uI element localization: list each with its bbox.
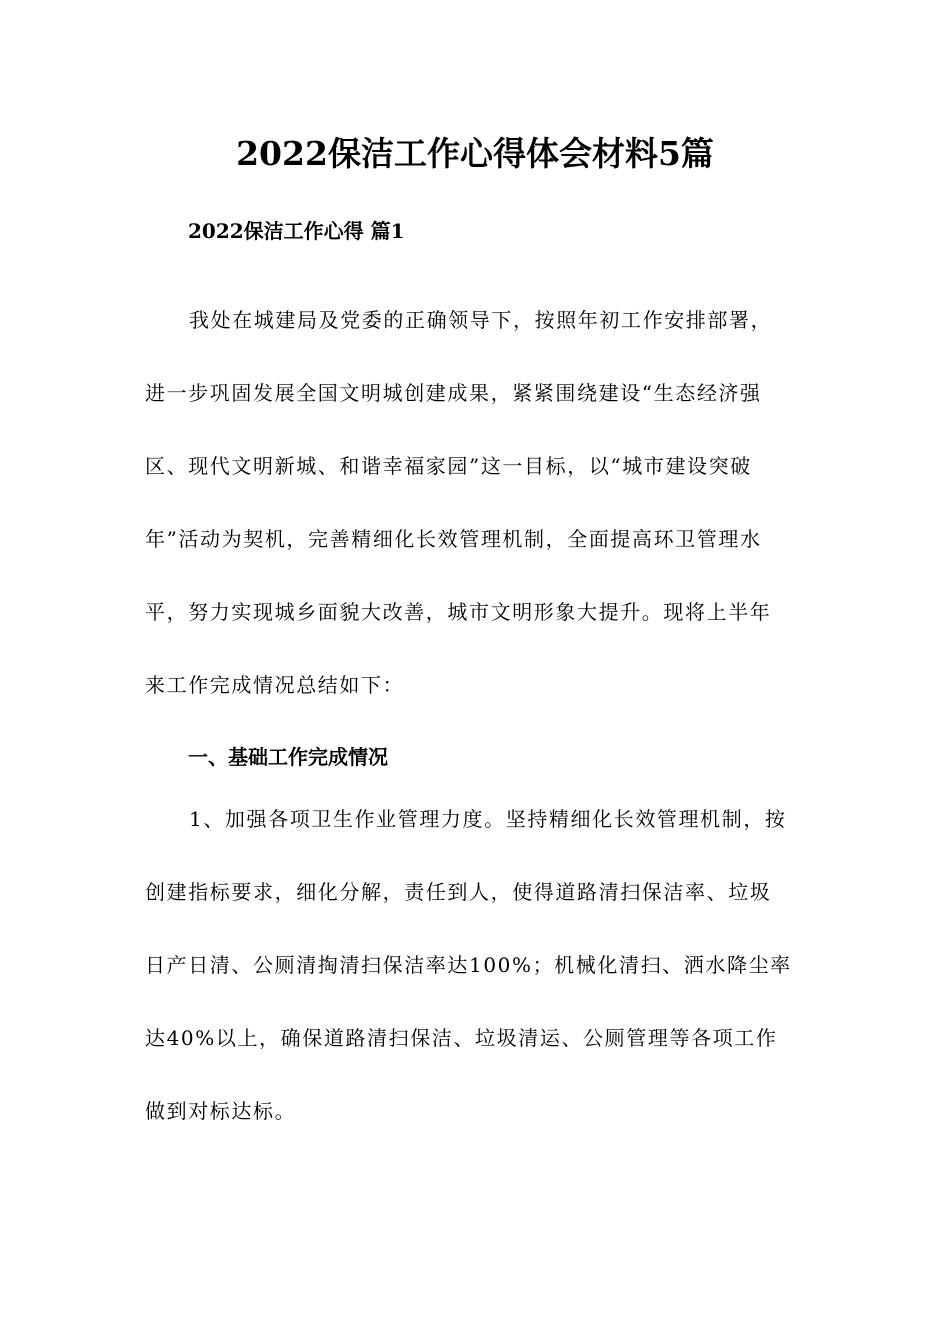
paragraph-line: 区、现代文明新城、和谐幸福家园”这一目标，以“城市建设突破 xyxy=(145,454,752,478)
paragraph-intro xyxy=(145,284,807,722)
paragraph-line: 年”活动为契机，完善精细化长效管理机制，全面提高环卫管理水 xyxy=(145,527,762,551)
subheading: 一、基础工作完成情况 xyxy=(188,745,388,769)
paragraph-line: 日产日清、公厕清掏清扫保洁率达100%；机械化清扫、洒水降尘率 xyxy=(145,953,792,977)
paragraph-basic-work xyxy=(145,783,807,1148)
paragraph-line: 平，努力实现城乡面貌大改善，城市文明形象大提升。现将上半年 xyxy=(145,600,772,624)
paragraph-line: 我处在城建局及党委的正确领导下，按照年初工作安排部署， xyxy=(189,308,773,332)
paragraph-line: 进一步巩固发展全国文明城创建成果，紧紧围绕建设“生态经济强 xyxy=(145,381,762,405)
paragraph-line: 来工作完成情况总结如下： xyxy=(145,673,405,697)
document-title: 2022保洁工作心得体会材料5篇 xyxy=(236,134,714,173)
paragraph-line: 做到对标达标。 xyxy=(145,1099,297,1123)
paragraph-line: 1、加强各项卫生作业管理力度。坚持精细化长效管理机制，按 xyxy=(189,807,787,831)
section-title: 2022保洁工作心得 篇1 xyxy=(188,219,405,243)
paragraph-line: 达40%以上，确保道路清扫保洁、垃圾清运、公厕管理等各项工作 xyxy=(145,1026,778,1050)
paragraph-line: 创建指标要求，细化分解，责任到人，使得道路清扫保洁率、垃圾 xyxy=(145,880,772,904)
